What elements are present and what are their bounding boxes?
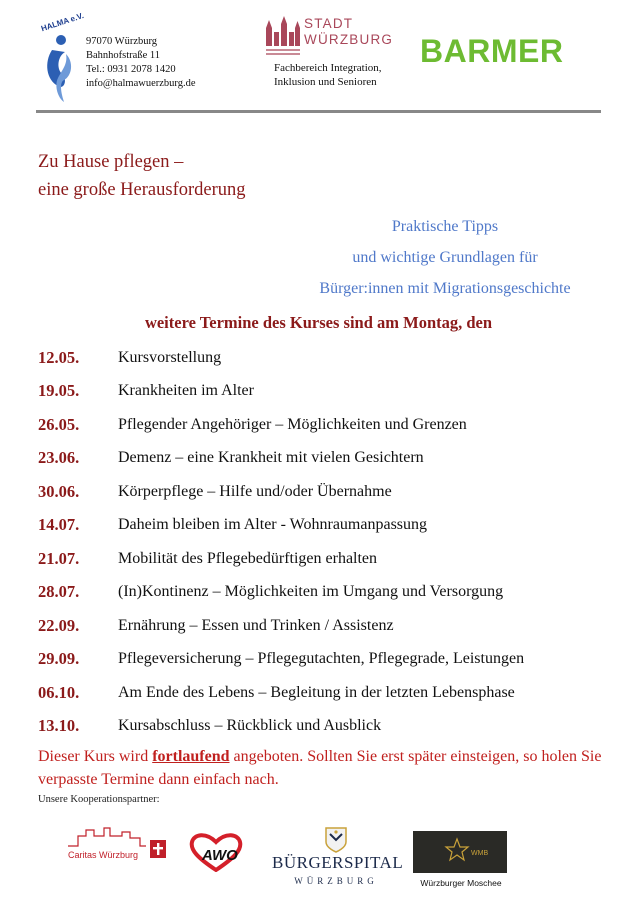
header-divider — [36, 110, 601, 113]
schedule-date: 06.10. — [38, 682, 80, 702]
caritas-name: Caritas Würzburg — [68, 850, 139, 860]
stadt-wordmark-line1: STADT — [304, 16, 354, 31]
wuerzburger-moschee-caption: Würzburger Moschee — [420, 878, 502, 888]
schedule-row — [38, 676, 618, 710]
note-text-start: Dieser Kurs wird — [38, 748, 153, 765]
halma-logo-text: HALMA e.V. — [39, 11, 85, 34]
schedule-topic: Mobilität des Pflegebedürftigen erhalten — [118, 549, 378, 567]
buergerspital-city: WÜRZBURG — [294, 876, 378, 886]
schedule-topic: Daheim bleiben im Alter - Wohnraumanpassung — [118, 516, 428, 534]
schedule-date: 13.10. — [38, 716, 80, 736]
schedule-date: 28.07. — [38, 582, 80, 602]
wuerzburger-moschee-logo — [413, 831, 507, 873]
halma-address-line: Tel.: 0931 2078 1420 — [86, 64, 176, 75]
continuous-course-note — [38, 745, 618, 791]
schedule-date: 14.07. — [38, 515, 80, 535]
schedule-date: 29.09. — [38, 649, 80, 669]
schedule-topic: Pflegeversicherung – Pflegegutachten, Pflegegrade, Leistungen — [118, 650, 525, 668]
schedule-row — [38, 375, 618, 409]
stadt-department-line1: Fachbereich Integration, — [274, 62, 382, 74]
schedule-topic: (In)Kontinenz – Möglichkeiten im Umgang und Versorgung — [118, 583, 504, 601]
schedule-date: 30.06. — [38, 481, 80, 501]
subtitle-line3: Bürger:innen mit Migrationsgeschichte — [319, 280, 571, 297]
stadt-wuerzburg-logo — [264, 16, 302, 62]
schedule-row — [38, 408, 618, 442]
schedule-topic: Pflegender Angehöriger – Möglichkeiten und Grenzen — [118, 415, 467, 433]
note-emphasis: fortlaufend — [152, 748, 230, 765]
schedule-row — [38, 475, 618, 509]
schedule-row — [38, 542, 618, 576]
stadt-wuerzburg-wordmark — [304, 16, 393, 48]
stadt-department-line2: Inklusion und Senioren — [274, 75, 377, 88]
schedule-topic: Ernährung – Essen und Trinken / Assistenz — [118, 616, 394, 634]
subtitle-line2: und wichtige Grundlagen für — [352, 249, 538, 266]
partners-label: Unsere Kooperationspartner: — [38, 794, 160, 805]
schedule-topic: Krankheiten im Alter — [118, 382, 254, 400]
awo-logo — [188, 832, 244, 872]
schedule-row — [38, 509, 618, 543]
subtitle-line1: Praktische Tipps — [391, 218, 499, 235]
schedule-date: 23.06. — [38, 448, 80, 468]
halma-address — [86, 35, 195, 91]
stadt-department — [274, 62, 382, 89]
schedule-row — [38, 442, 618, 476]
title-line2: eine große Herausforderung — [38, 180, 246, 200]
schedule-row — [38, 643, 618, 677]
note-text-end: angeboten. Sollten Sie erst später einsteigen, so holen Sie verpasste Termine dann einfach nach. — [38, 748, 602, 788]
halma-address-line: 97070 Würzburg — [86, 36, 158, 47]
wmb-badge: WMB — [471, 850, 489, 857]
awo-name: AWO — [202, 847, 238, 864]
schedule-date: 21.07. — [38, 548, 80, 568]
halma-logo — [38, 10, 86, 106]
schedule-row — [38, 710, 618, 744]
document-title — [38, 148, 246, 204]
halma-address-line: info@halmawuerzburg.de — [86, 78, 196, 89]
schedule-topic: Körperpflege – Hilfe und/oder Übernahme — [118, 482, 392, 500]
stadt-wordmark-line2: WÜRZBURG — [304, 32, 394, 47]
schedule-intro: weitere Termine des Kurses sind am Montag, den — [144, 313, 493, 332]
buergerspital-logo — [272, 826, 404, 886]
schedule-row — [38, 576, 618, 610]
schedule-row — [38, 341, 618, 375]
course-schedule — [38, 341, 618, 743]
schedule-row — [38, 609, 618, 643]
schedule-date: 12.05. — [38, 347, 80, 367]
barmer-logo: BARMER — [420, 33, 564, 69]
schedule-date: 19.05. — [38, 381, 80, 401]
schedule-date: 22.09. — [38, 615, 80, 635]
caritas-logo — [64, 824, 174, 868]
title-line1: Zu Hause pflegen – — [38, 152, 184, 172]
schedule-topic: Demenz – eine Krankheit mit vielen Gesichtern — [118, 449, 424, 467]
schedule-topic: Kursvorstellung — [118, 348, 222, 366]
halma-address-line: Bahnhofstraße 11 — [86, 50, 160, 61]
buergerspital-name: BÜRGERSPITAL — [272, 853, 404, 872]
schedule-date: 26.05. — [38, 414, 80, 434]
document-subtitle — [290, 211, 600, 304]
schedule-topic: Kursabschluss – Rückblick und Ausblick — [118, 717, 382, 735]
schedule-topic: Am Ende des Lebens – Begleitung in der letzten Lebensphase — [118, 683, 515, 701]
